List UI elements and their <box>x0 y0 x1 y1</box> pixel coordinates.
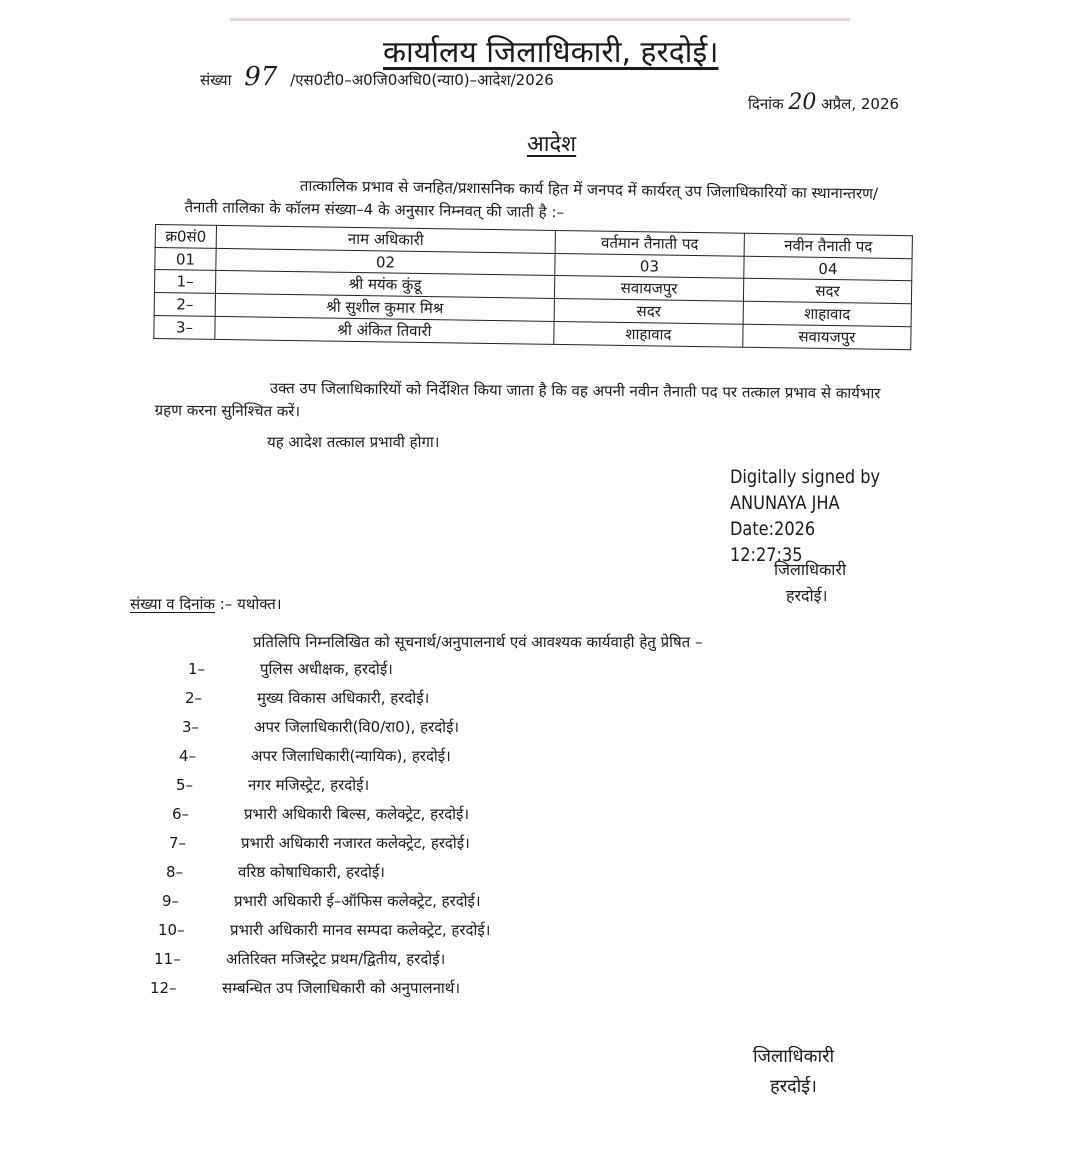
row-new-post: सदर <box>743 278 911 303</box>
col-num-3: 03 <box>555 253 744 278</box>
office-title: कार्यालय जिलाधिकारी, हरदोई। <box>383 35 719 70</box>
row-serial: 1– <box>154 270 215 294</box>
dinank-month-year: अप्रैल, 2026 <box>821 95 900 113</box>
reference-code: /एस0टी0–अ0जि0अधि0(न्या0)–आदेश/2026 <box>290 71 554 89</box>
list-item: 8– वरिष्ठ कोषाधिकारी, हरदोई। <box>166 862 385 881</box>
signature-designation: जिलाधिकारी <box>774 560 847 579</box>
row-current-post: सवायजपुर <box>554 275 743 301</box>
signature-place: हरदोई। <box>786 586 828 605</box>
footer-designation: जिलाधिकारी <box>753 1046 835 1067</box>
reference-line <box>200 62 554 92</box>
list-item: 7– प्रभारी अधिकारी नजारत कलेक्ट्रेट, हरदोई। <box>169 833 470 852</box>
recipient-list <box>150 654 490 1002</box>
list-item: 2– मुख्य विकास अधिकारी, हरदोई। <box>185 688 430 707</box>
col-num-2: 02 <box>216 248 555 275</box>
row-new-post: सवायजपुर <box>743 324 911 349</box>
list-item: 10– प्रभारी अधिकारी मानव सम्पदा कलेक्ट्रेट, हरदोई। <box>158 920 491 939</box>
list-item: 4– अपर जिलाधिकारी(न्यायिक), हरदोई। <box>179 746 451 765</box>
list-item: 5– नगर मजिस्ट्रेट, हरदोई। <box>176 775 370 794</box>
list-item: 9– प्रभारी अधिकारी ई–ऑफिस कलेक्ट्रेट, हरदोई। <box>162 891 481 910</box>
footer-place: हरदोई। <box>770 1076 817 1097</box>
col-num-1: 01 <box>155 248 216 271</box>
dinank-label: दिनांक <box>748 95 784 113</box>
sankhya-label: संख्या <box>200 71 232 89</box>
sankhya-number: 97 <box>244 62 278 92</box>
row-current-post: सदर <box>554 298 743 324</box>
effective-line: यह आदेश तत्काल प्रभावी होगा। <box>267 433 440 451</box>
row-name: श्री सुशील कुमार मिश्र <box>215 293 554 321</box>
dinank-day: 20 <box>788 90 817 115</box>
signature-line-1: Digitally signed by <box>730 466 881 488</box>
footer-signature <box>753 1042 834 1102</box>
row-name: श्री अंकित तिवारी <box>215 316 554 344</box>
col-num-4: 04 <box>744 256 912 280</box>
row-name: श्री मयंक कुंडू <box>215 270 554 298</box>
header-name: नाम अधिकारी <box>216 225 555 253</box>
intro-paragraph: तात्कालिक प्रभाव से जनहित/प्रशासनिक कार्य हित में जनपद में कार्यरत् उप जिलाधिकारियों का स्थानान्तरण/तैनाती तालिका के कॉलम संख्या–4 के अनुसार निम्नवत् की जाती है :– <box>184 176 879 222</box>
header-current-post: वर्तमान तैनाती पद <box>555 230 744 256</box>
copy-intro: प्रतिलिपि निम्नलिखित को सूचनार्थ/अनुपालनार्थ एवं आवश्यक कार्यवाही हेतु प्रेषित – <box>253 633 703 651</box>
order-heading: आदेश <box>527 132 577 157</box>
row-serial: 2– <box>154 292 215 316</box>
list-item: 12– सम्बन्धित उप जिलाधिकारी को अनुपालनार्थ। <box>150 978 461 997</box>
sankhya-dinank-line <box>130 594 282 614</box>
digital-signature <box>730 464 880 568</box>
row-serial: 3– <box>154 315 215 339</box>
row-new-post: शाहावाद <box>743 301 911 326</box>
sankhya-dinank-value: :– यथोक्त। <box>219 595 282 613</box>
header-new-post: नवीन तैनाती पद <box>744 233 912 258</box>
sankhya-dinank-label: संख्या व दिनांक <box>130 595 215 613</box>
signature-signer: ANUNAYA JHA <box>730 492 840 514</box>
direction-paragraph: उक्त उप जिलाधिकारियों को निर्देशित किया जाता है कि वह अपनी नवीन तैनाती पद पर तत्काल प्रभाव से कार्यभार ग्रहण करना सुनिश्चित करें। <box>154 379 881 421</box>
page-top-edge <box>230 18 850 21</box>
date-line <box>748 90 899 115</box>
row-current-post: शाहावाद <box>554 321 743 347</box>
list-item: 11– अतिरिक्त मजिस्ट्रेट प्रथम/द्वितीय, हरदोई। <box>154 949 446 968</box>
list-item: 3– अपर जिलाधिकारी(वि0/रा0), हरदोई। <box>182 717 460 736</box>
list-item: 6– प्रभारी अधिकारी बिल्स, कलेक्ट्रेट, हरदोई। <box>172 804 470 823</box>
signature-date: Date:2026 <box>730 518 816 540</box>
list-item: 1– पुलिस अधीक्षक, हरदोई। <box>188 659 393 678</box>
transfer-table <box>153 224 913 350</box>
signature-time: 12:27:35 <box>730 544 803 566</box>
header-serial: क्र0सं0 <box>155 225 216 249</box>
